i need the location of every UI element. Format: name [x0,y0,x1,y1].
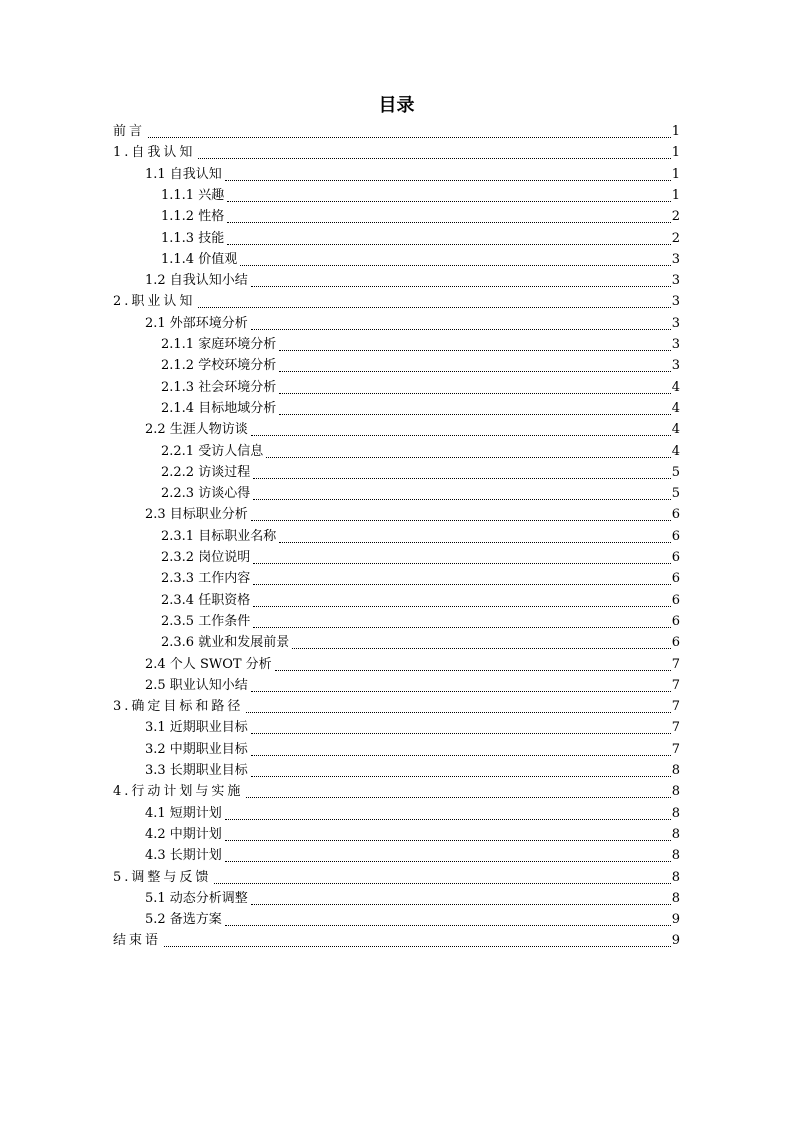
toc-entry-label: 4.2 中期计划 [145,826,222,842]
dot-leader [227,200,671,202]
dot-leader [251,434,671,436]
toc-entry[interactable] [161,335,680,355]
toc-entry-page-number: 1 [671,124,680,139]
dot-leader [253,498,671,500]
toc-entry[interactable] [145,889,680,909]
toc-entry-label: 结束语 [113,933,162,949]
toc-entry-label: 3.确定目标和路径 [113,699,244,715]
toc-entry-page-number: 3 [671,315,680,331]
toc-entry-page-number: 6 [671,528,680,544]
toc-entry-page-number: 4 [671,400,680,416]
dot-leader [246,796,670,798]
toc-entry[interactable] [145,676,680,696]
dot-leader [240,264,671,266]
toc-entry-page-number: 2 [671,209,680,225]
toc-entry-label: 2.3.6 就业和发展前景 [161,635,290,651]
dot-leader [279,370,671,372]
dot-leader [198,306,670,308]
toc-entry[interactable] [113,122,680,142]
toc-entry-label: 2.4 个人 SWOT 分析 [145,656,272,672]
toc-entry-page-number: 8 [671,890,680,906]
toc-entry-page-number: 8 [671,805,680,821]
toc-entry[interactable] [161,399,680,419]
toc-entry[interactable] [161,591,680,611]
dot-leader [251,285,671,287]
toc-entry-label: 4.行动计划与实施 [113,784,244,800]
toc-entry-label: 2.职业认知 [113,294,196,310]
toc-entry-page-number: 7 [671,677,680,693]
toc-entry-page-number: 6 [671,571,680,587]
toc-entry-page-number: 3 [671,337,680,352]
dot-leader [225,924,671,926]
toc-entry-page-number: 9 [671,933,680,949]
dot-leader [251,519,671,521]
toc-entry[interactable] [113,782,680,802]
toc-entry[interactable] [145,271,680,291]
toc-entry-page-number: 8 [671,826,680,842]
toc-entry-label: 2.1.2 学校环境分析 [161,358,277,374]
toc-entry[interactable] [161,633,680,653]
toc-entry-label: 1.1.3 技能 [161,230,225,246]
dot-leader [148,136,671,138]
toc-entry-label: 2.3.3 工作内容 [161,571,251,587]
toc-entry[interactable] [161,378,680,398]
toc-entry-page-number: 6 [671,507,680,523]
toc-entry[interactable] [161,229,680,249]
toc-entry-page-number: 5 [671,464,680,480]
dot-leader [292,647,671,649]
toc-entry-label: 2.3.4 任职资格 [161,592,251,608]
toc-entry-page-number: 3 [671,273,680,289]
toc-entry-label: 5.调整与反馈 [113,869,212,885]
dot-leader [251,328,671,330]
toc-entry-page-number: 8 [671,848,680,864]
toc-entry-label: 前言 [113,124,146,139]
toc-entry-page-number: 1 [671,187,680,203]
toc-entry-label: 1.1.1 兴趣 [161,187,225,203]
dot-leader [198,157,670,159]
toc-entry[interactable] [161,527,680,547]
toc-entry-page-number: 8 [671,763,680,778]
toc-entry[interactable] [161,442,680,462]
toc-entry-page-number: 7 [671,741,680,757]
toc-entry-page-number: 3 [671,294,680,310]
dot-leader [251,754,671,756]
toc-entry-label: 2.5 职业认知小结 [145,677,248,693]
toc-entry-page-number: 1 [671,166,680,182]
toc-entry[interactable] [161,569,680,589]
toc-entry-label: 1.1.2 性格 [161,209,225,225]
toc-entry[interactable] [161,186,680,206]
toc-entry[interactable] [145,655,680,675]
toc-entry-page-number: 4 [671,443,680,459]
toc-entry-label: 2.2 生涯人物访谈 [145,422,248,438]
toc-entry[interactable] [161,463,680,483]
toc-entry[interactable] [145,825,680,845]
toc-entry-page-number: 4 [671,422,680,438]
toc-entry-page-number: 1 [671,145,680,161]
dot-leader [279,541,671,543]
dot-leader [275,669,671,671]
toc-entry-label: 2.3.5 工作条件 [161,613,251,629]
toc-entry[interactable] [145,910,680,930]
toc-entry[interactable] [113,697,680,717]
toc-entry-label: 4.1 短期计划 [145,805,222,821]
toc-entry[interactable] [145,804,680,824]
dot-leader [279,392,671,394]
toc-entry-page-number: 6 [671,635,680,651]
dot-leader [253,477,671,479]
dot-leader [225,839,671,841]
dot-leader [253,562,671,564]
toc-entry-label: 2.1.4 目标地域分析 [161,400,277,416]
dot-leader [253,583,671,585]
toc-entry[interactable] [145,505,680,525]
dot-leader [251,903,671,905]
toc-entry-label: 3.3 长期职业目标 [145,763,248,778]
toc-entry[interactable] [161,207,680,227]
toc-entry-label: 1.1 自我认知 [145,166,222,182]
toc-entry-page-number: 6 [671,613,680,629]
dot-leader [253,626,671,628]
dot-leader [246,711,670,713]
toc-entry-label: 2.3.1 目标职业名称 [161,528,277,544]
toc-entry-label: 2.3.2 岗位说明 [161,550,251,565]
toc-entry-label: 2.3 目标职业分析 [145,507,248,523]
toc-entry[interactable] [113,292,680,312]
toc-entry[interactable] [145,420,680,440]
toc-entry-label: 2.2.2 访谈过程 [161,464,251,480]
toc-entry-label: 1.自我认知 [113,145,196,161]
toc-title: 目录 [378,95,415,116]
toc-entry-label: 3.2 中期职业目标 [145,741,248,757]
toc-entry-label: 1.2 自我认知小结 [145,273,248,289]
toc-entry[interactable] [161,548,680,568]
dot-leader [164,945,671,947]
dot-leader [251,690,671,692]
toc-entry[interactable] [145,314,680,334]
toc-entry[interactable] [113,931,680,951]
toc-entry-page-number: 3 [671,251,680,267]
dot-leader [214,882,670,884]
toc-entry-page-number: 2 [671,230,680,246]
dot-leader [253,605,671,607]
toc-entry-page-number: 7 [671,699,680,715]
dot-leader [279,349,671,351]
toc-entry-page-number: 8 [671,869,680,885]
toc-entry[interactable] [113,868,680,888]
dot-leader [279,413,671,415]
toc-entry-page-number: 8 [671,784,680,800]
toc-entry[interactable] [161,250,680,270]
dot-leader [266,456,671,458]
dot-leader [225,179,671,181]
toc-entry[interactable] [145,718,680,738]
toc-entry[interactable] [145,740,680,760]
toc-entry-label: 2.1 外部环境分析 [145,315,248,331]
toc-entry-page-number: 7 [671,720,680,736]
toc-entry-page-number: 5 [671,486,680,502]
toc-entry-page-number: 7 [671,656,680,672]
toc-entry-page-number: 4 [671,379,680,395]
toc-entry-page-number: 6 [671,592,680,608]
dot-leader [227,221,671,223]
toc-entry-label: 1.1.4 价值观 [161,251,238,267]
toc-entry-label: 5.1 动态分析调整 [145,890,248,906]
toc-entry-label: 2.2.3 访谈心得 [161,486,251,502]
toc-entry-label: 2.1.3 社会环境分析 [161,379,277,395]
toc-entry[interactable] [161,356,680,376]
dot-leader [227,243,671,245]
dot-leader [251,775,671,777]
toc-entry[interactable] [161,612,680,632]
toc-entry-label: 4.3 长期计划 [145,848,222,864]
toc-entry-label: 2.2.1 受访人信息 [161,443,264,459]
toc-entry-page-number: 9 [671,912,680,928]
dot-leader [225,818,671,820]
toc-entry-label: 5.2 备选方案 [145,912,222,928]
toc-entry[interactable] [145,761,680,781]
toc-entry[interactable] [161,484,680,504]
toc-entry-page-number: 6 [671,550,680,565]
toc-entry-label: 3.1 近期职业目标 [145,720,248,736]
toc-entry-label: 2.1.1 家庭环境分析 [161,337,277,352]
toc-entry[interactable] [145,165,680,185]
toc-entry-page-number: 3 [671,358,680,374]
dot-leader [251,732,671,734]
dot-leader [225,860,671,862]
toc-entry[interactable] [145,846,680,866]
toc-entry[interactable] [113,143,680,163]
